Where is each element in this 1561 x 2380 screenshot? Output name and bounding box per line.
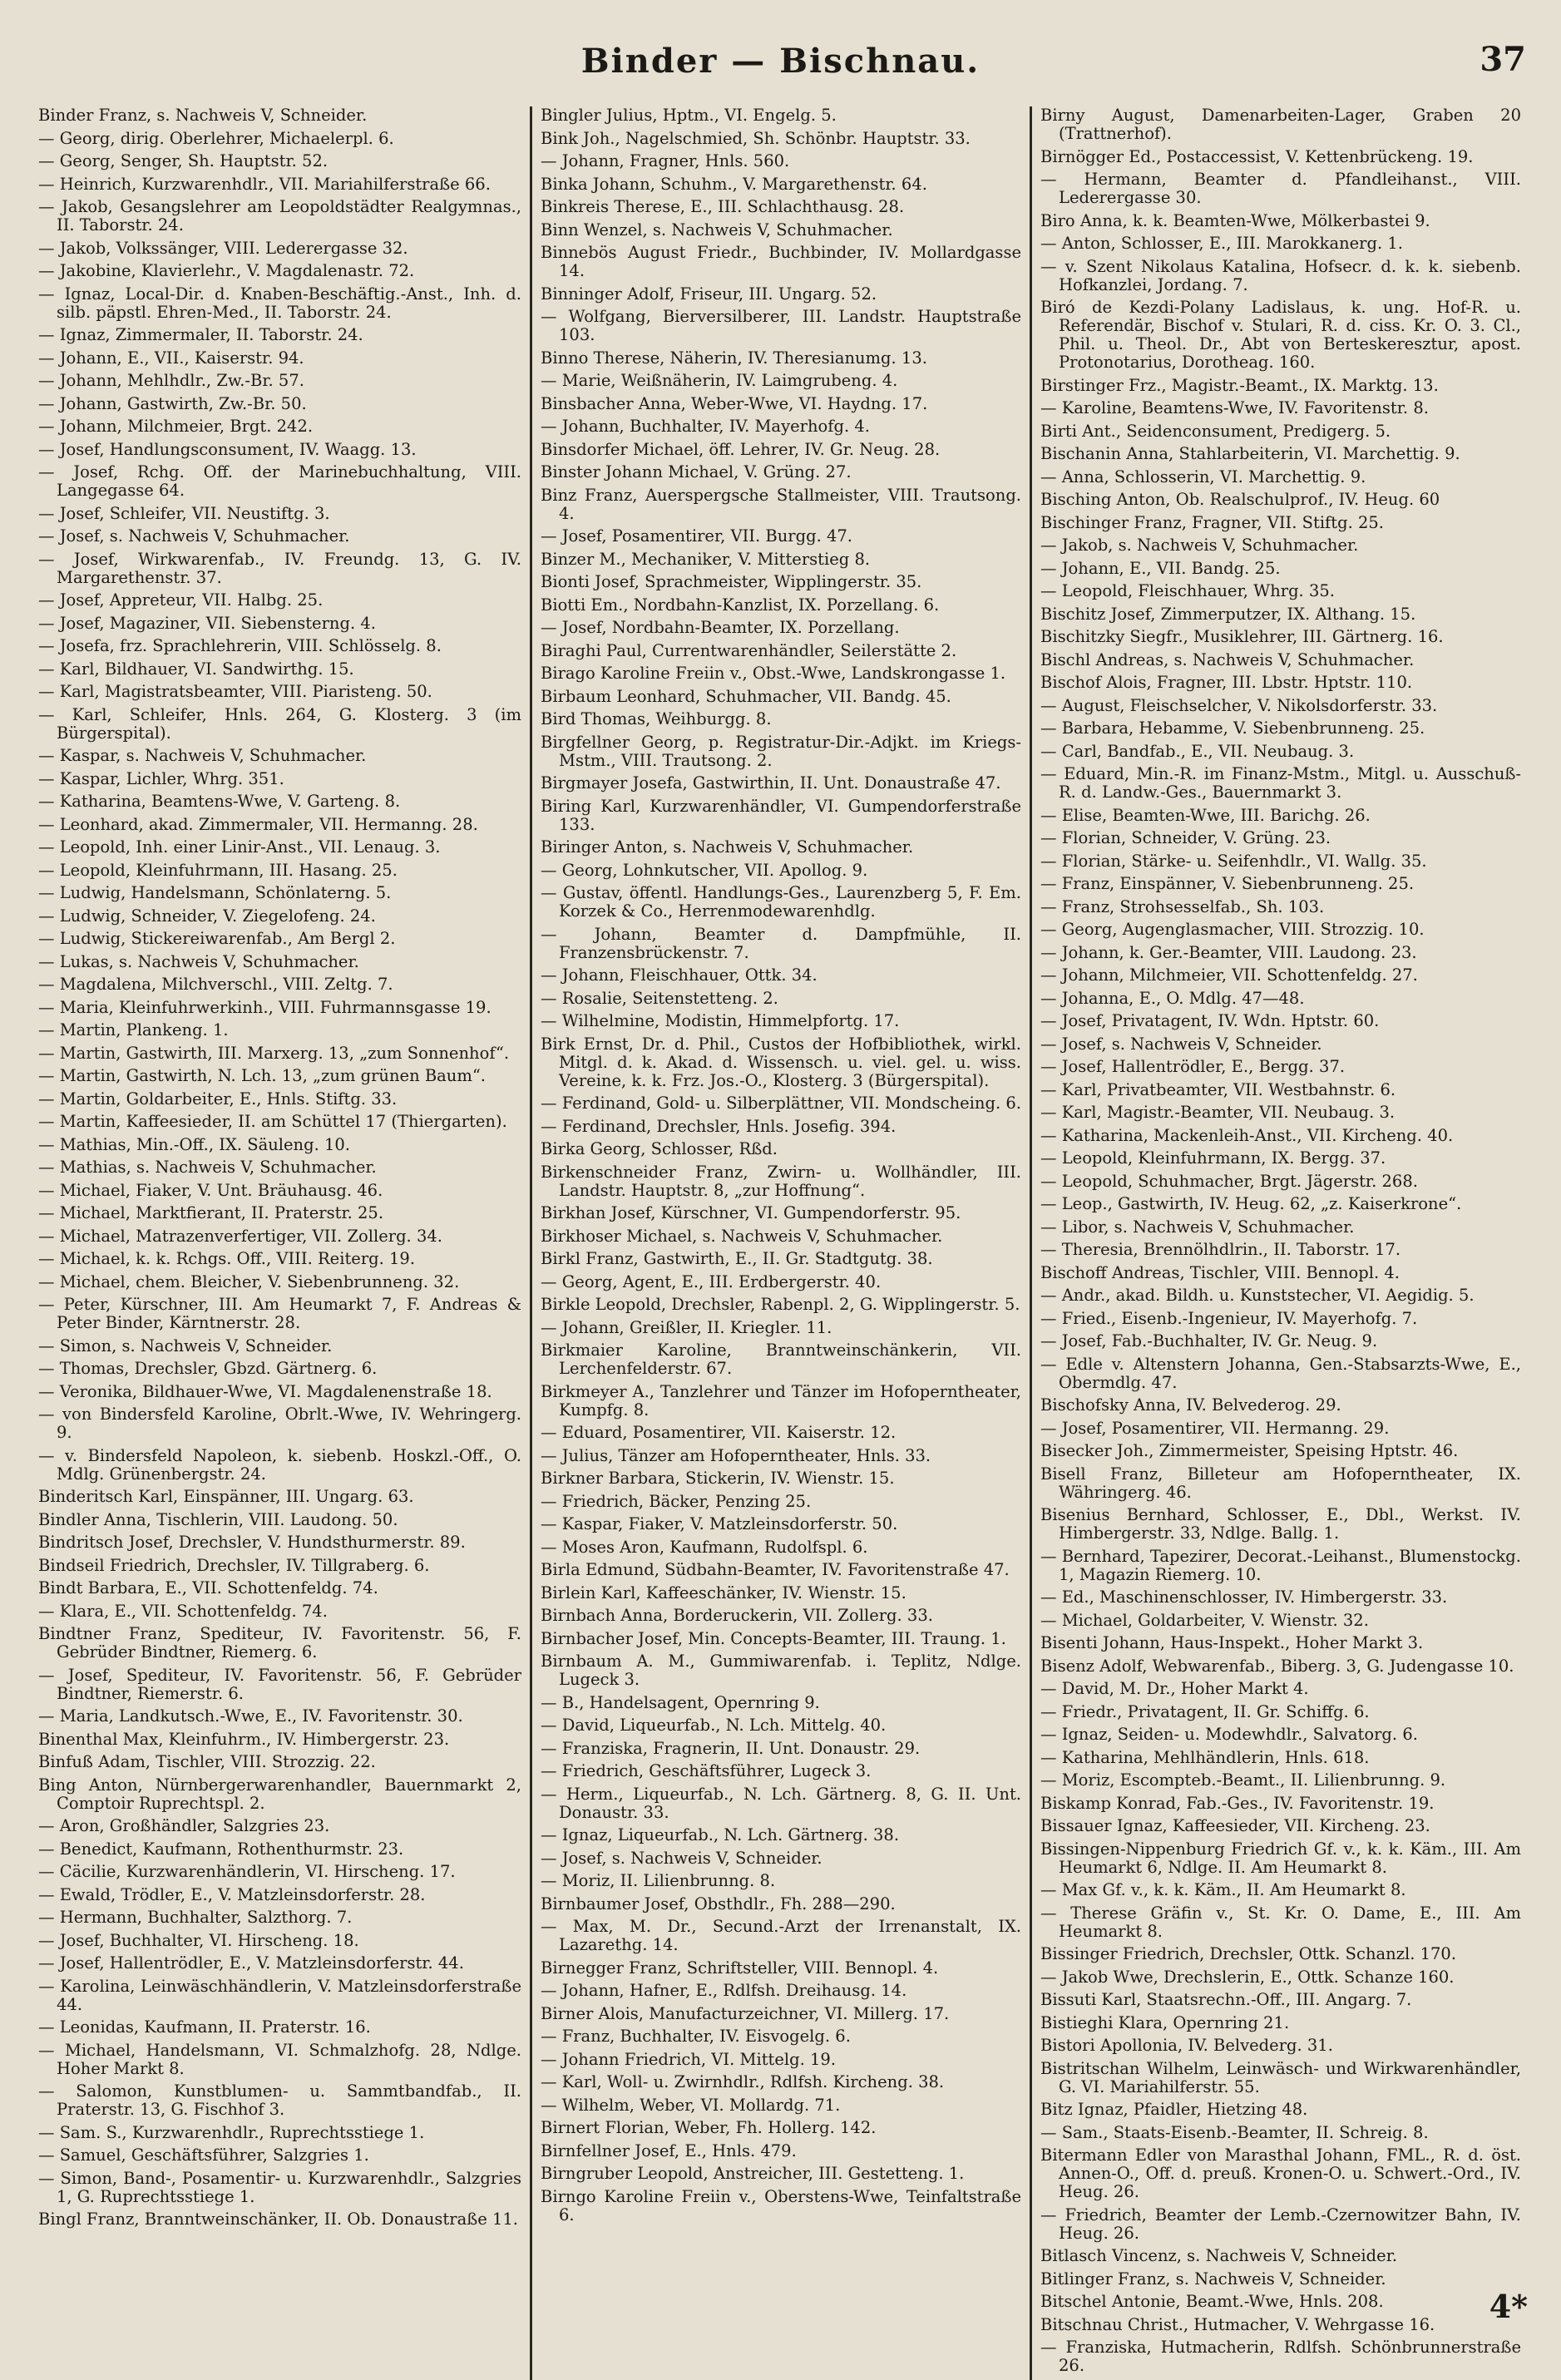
directory-entry: Bisell Franz, Billeteur am Hofoperntheater, IX. Währingerg. 46.	[1040, 1464, 1521, 1502]
directory-entry: Binder Franz, s. Nachweis V, Schneider.	[38, 106, 368, 125]
directory-entry: — von Bindersfeld Karoline, Obrlt.-Wwe, IV. Wehringerg. 9.	[38, 1405, 521, 1442]
directory-entry: — Edle v. Altenstern Johanna, Gen.-Stabsarzts-Wwe, E., Obermdlg. 47.	[1040, 1355, 1521, 1392]
directory-entry: Bitschnau Christ., Hutmacher, V. Wehrgasse 16.	[1040, 2315, 1435, 2334]
directory-entry: — Jakobine, Klavierlehr., V. Magdalenastr. 72.	[38, 262, 415, 280]
directory-entry: — Karl, Schleifer, Hnls. 264, G. Klosterg. 3 (im Bürgerspital).	[38, 705, 521, 743]
directory-entry: — Michael, Matrazenverfertiger, VII. Zollerg. 34.	[38, 1227, 442, 1246]
directory-entry: — Maria, Kleinfuhrwerkinh., VIII. Fuhrmannsgasse 19.	[38, 998, 492, 1017]
directory-entry: — Michael, Marktfierant, II. Praterstr. 25.	[38, 1204, 384, 1222]
directory-entry: — Karl, Bildhauer, VI. Sandwirthg. 15.	[38, 659, 354, 679]
directory-entry: — Ignaz, Seiden- u. Modewhdlr., Salvatorg. 6.	[1040, 1726, 1418, 1744]
directory-entry: — Karl, Woll- u. Zwirnhdlr., Rdlfsh. Kircheng. 38.	[541, 2073, 945, 2091]
directory-entry: — Josef, Fab.-Buchhalter, IV. Gr. Neug. 9.	[1040, 1332, 1378, 1350]
directory-entry: — v. Bindersfeld Napoleon, k. siebenb. Hoskzl.-Off., O. Mdlg. Grünenbergstr. 24.	[38, 1446, 521, 1484]
directory-entry: Biraghi Paul, Currentwarenhändler, Seilerstätte 2.	[541, 641, 957, 660]
directory-entry: — Franz, Strohsesselfab., Sh. 103.	[1040, 897, 1325, 916]
directory-entry: — Anna, Schlosserin, VI. Marchettig. 9.	[1040, 467, 1366, 486]
directory-entry: — Wolfgang, Bierversilberer, III. Landstr. Hauptstraße 103.	[541, 308, 1021, 344]
directory-entry: Bitlinger Franz, s. Nachweis V, Schneider.	[1040, 2269, 1386, 2289]
entry-columns	[30, 106, 1531, 2380]
directory-entry: Bissingen-Nippenburg Friedrich Gf. v., k. k. Käm., III. Am Heumarkt 6, Ndlge. II. Am Heumarkt 8.	[1040, 1839, 1521, 1877]
directory-entry: — Josef, Nordbahn-Beamter, IX. Porzellang.	[541, 619, 900, 637]
directory-entry: — Josef, Magaziner, VII. Siebensterng. 4.	[38, 614, 376, 633]
directory-entry: — Johann, Milchmeier, VII. Schottenfeldg. 27.	[1040, 966, 1418, 985]
directory-entry: Biskamp Konrad, Fab.-Ges., IV. Favoritenstr. 19.	[1040, 1794, 1435, 1813]
directory-entry: — Ignaz, Local-Dir. d. Knaben-Beschäftig.-Anst., Inh. d. silb. päpstl. Ehren-Med., II. Taborstr. 24.	[38, 284, 521, 322]
directory-entry: — Georg, Agent, E., III. Erdbergerstr. 40.	[541, 1272, 882, 1291]
directory-entry: — B., Handelsagent, Opernring 9.	[541, 1693, 820, 1712]
directory-entry: — Josef, Posamentirer, VII. Burgg. 47.	[541, 527, 852, 546]
directory-entry: Birngo Karoline Freiin v., Oberstens-Wwe, Teinfaltstraße 6.	[541, 2187, 1021, 2224]
directory-entry: Birkhan Josef, Kürschner, VI. Gumpendorferstr. 95.	[541, 1204, 961, 1222]
directory-entry: — Martin, Plankeng. 1.	[38, 1021, 229, 1039]
directory-entry: — Klara, E., VII. Schottenfeldg. 74.	[38, 1602, 328, 1621]
directory-entry: Birkmaier Karoline, Branntweinschänkerin, VII. Lerchenfelderstr. 67.	[541, 1341, 1021, 1378]
directory-entry: — Friedrich, Bäcker, Penzing 25.	[541, 1492, 812, 1511]
directory-entry: Bitz Ignaz, Pfaidler, Hietzing 48.	[1040, 2101, 1308, 2119]
directory-entry: — Simon, Band-, Posamentir- u. Kurzwarenhdlr., Salzgries 1, G. Ruprechtsstiege 1.	[38, 2169, 521, 2206]
directory-entry: Bindritsch Josef, Drechsler, V. Hundsthurmerstr. 89.	[38, 1533, 466, 1552]
directory-entry: — Ignaz, Zimmermaler, II. Taborstr. 24.	[38, 326, 363, 344]
directory-entry: Bindtner Franz, Spediteur, IV. Favoritenstr. 56, F. Gebrüder Bindtner, Riemerg. 6.	[38, 1625, 521, 1662]
directory-entry: Bischoff Andreas, Tischler, VIII. Bennopl. 4.	[1040, 1263, 1400, 1282]
running-head: Binder — Bischnau.	[580, 42, 981, 81]
column-left	[30, 106, 530, 2380]
directory-entry: — Josef, Buchhalter, VI. Hirscheng. 18.	[38, 1931, 359, 1950]
directory-entry: Birbaum Leonhard, Schuhmacher, VII. Bandg. 45.	[541, 687, 951, 706]
directory-entry: Birla Edmund, Südbahn-Beamter, IV. Favoritenstraße 47.	[541, 1561, 1010, 1579]
page-number: 37	[1479, 40, 1526, 79]
directory-entry: — Karl, Magistr.-Beamter, VII. Neubaug. 3.	[1040, 1104, 1396, 1122]
directory-entry: Birka Georg, Schlosser, Rßd.	[541, 1140, 778, 1158]
directory-entry: Bissuti Karl, Staatsrechn.-Off., III. Angarg. 7.	[1040, 1991, 1412, 2009]
directory-entry: — Josef, Schleifer, VII. Neustiftg. 3.	[38, 504, 330, 523]
directory-entry: — Kaspar, s. Nachweis V, Schuhmacher.	[38, 747, 367, 765]
directory-entry: — v. Szent Nikolaus Katalina, Hofsecr. d. k. k. siebenb. Hofkanzlei, Jordang. 7.	[1040, 257, 1521, 294]
directory-entry: — Moriz, II. Lilienbrunng. 8.	[541, 1872, 776, 1890]
directory-entry: Birstinger Frz., Magistr.-Beamt., IX. Marktg. 13.	[1040, 376, 1439, 395]
directory-entry: — Johann, Beamter d. Dampfmühle, II. Franzensbrückenstr. 7.	[541, 925, 1021, 962]
directory-entry: Bischinger Franz, Fragner, VII. Stiftg. 25.	[1040, 513, 1384, 532]
directory-entry: — Michael, chem. Bleicher, V. Siebenbrunneng. 32.	[38, 1272, 460, 1291]
directory-entry: Bing Anton, Nürnbergerwarenhandler, Bauernmarkt 2, Comptoir Ruprechtspl. 2.	[38, 1775, 521, 1813]
directory-entry: Bissauer Ignaz, Kaffeesieder, VII. Kircheng. 23.	[1040, 1817, 1430, 1835]
directory-entry: — Mathias, s. Nachweis V, Schuhmacher.	[38, 1158, 377, 1177]
directory-entry: — Fried., Eisenb.-Ingenieur, IV. Mayerhofg. 7.	[1040, 1309, 1418, 1328]
directory-entry: — Franziska, Fragnerin, II. Unt. Donaustr. 29.	[541, 1739, 921, 1758]
directory-entry: Birkmeyer A., Tanzlehrer und Tänzer im Hofoperntheater, Kumpfg. 8.	[541, 1382, 1021, 1420]
directory-entry: — Josef, Posamentirer, VII. Hermanng. 29.	[1040, 1419, 1390, 1438]
directory-entry: — Josef, s. Nachweis V, Schneider.	[541, 1849, 822, 1868]
directory-entry: — Johann, Milchmeier, Brgt. 242.	[38, 417, 314, 436]
directory-entry: — Therese Gräfin v., St. Kr. O. Dame, E., III. Am Heumarkt 8.	[1040, 1904, 1521, 1941]
directory-entry: Bischitzky Siegfr., Musiklehrer, III. Gärtnerg. 16.	[1040, 628, 1444, 646]
directory-entry: — Julius, Tänzer am Hofoperntheater, Hnls. 33.	[541, 1446, 931, 1465]
directory-entry: — Martin, Goldarbeiter, E., Hnls. Stiftg. 33.	[38, 1089, 398, 1109]
directory-entry: — Max, M. Dr., Secund.-Arzt der Irrenanstalt, IX. Lazarethg. 14.	[541, 1918, 1021, 1954]
directory-entry: — Leopold, Fleischhauer, Whrg. 35.	[1040, 582, 1335, 600]
directory-entry: — Herm., Liqueurfab., N. Lch. Gärtnerg. 8, G. II. Unt. Donaustr. 33.	[541, 1785, 1021, 1822]
directory-entry: Bisecker Joh., Zimmermeister, Speising Hptstr. 46.	[1040, 1442, 1459, 1460]
directory-entry: — Kaspar, Fiaker, V. Matzleinsdorferstr. 50.	[541, 1515, 898, 1533]
directory-entry: Bitlasch Vincenz, s. Nachweis V, Schneider.	[1040, 2247, 1398, 2265]
directory-entry: Binsbacher Anna, Weber-Wwe, VI. Haydng. 17.	[541, 394, 928, 413]
directory-entry: — Thomas, Drechsler, Gbzd. Gärtnerg. 6.	[38, 1360, 378, 1378]
directory-entry: — Martin, Kaffeesieder, II. am Schüttel 17 (Thiergarten).	[38, 1113, 507, 1131]
directory-entry: Biro Anna, k. k. Beamten-Wwe, Mölkerbastei 9.	[1040, 211, 1430, 230]
directory-entry: Birnbacher Josef, Min. Concepts-Beamter, III. Traung. 1.	[541, 1629, 1006, 1648]
directory-entry: — Moses Aron, Kaufmann, Rudolfspl. 6.	[541, 1538, 868, 1557]
directory-entry: — Libor, s. Nachweis V, Schuhmacher.	[1040, 1217, 1355, 1237]
directory-entry: — Josef, Handlungsconsument, IV. Waagg. 13.	[38, 440, 417, 459]
directory-entry: — Leopold, Kleinfuhrmann, IX. Bergg. 37.	[1040, 1149, 1386, 1168]
directory-entry: — Peter, Kürschner, III. Am Heumarkt 7, F. Andreas & Peter Binder, Kärntnerstr. 28.	[38, 1296, 521, 1332]
directory-entry: — Ewald, Trödler, E., V. Matzleinsdorferstr. 28.	[38, 1885, 426, 1904]
directory-entry: Bistori Apollonia, IV. Belvederg. 31.	[1040, 2037, 1333, 2055]
directory-entry: — Moriz, Escompteb.-Beamt., II. Lilienbrunng. 9.	[1040, 1771, 1446, 1790]
directory-entry: — Carl, Bandfab., E., VII. Neubaug. 3.	[1040, 742, 1355, 761]
directory-entry: — Eduard, Posamentirer, VII. Kaiserstr. 12.	[541, 1424, 897, 1442]
directory-entry: — Ludwig, Handelsmann, Schönlaterng. 5.	[38, 884, 392, 902]
directory-entry: — David, Liqueurfab., N. Lch. Mittelg. 40.	[541, 1716, 887, 1735]
directory-entry: Bistritschan Wilhelm, Leinwäsch- und Wirkwarenhändler, G. VI. Mariahilferstr. 55.	[1040, 2059, 1521, 2096]
directory-entry: Birnbaum A. M., Gummiwarenfab. i. Teplitz, Ndlge. Lugeck 3.	[541, 1652, 1021, 1689]
directory-entry: Birner Alois, Manufacturzeichner, VI. Millerg. 17.	[541, 2004, 950, 2023]
directory-entry: Birk Ernst, Dr. d. Phil., Custos der Hofbibliothek, wirkl. Mitgl. d. k. Akad. d. Wissensch. u. viel. gel. u. wiss. Vereine, k. k. Frz. Jos.-O., Klosterg. 3 (Bürgerspital).	[541, 1034, 1021, 1090]
directory-entry: — Georg, Senger, Sh. Hauptstr. 52.	[38, 152, 329, 170]
directory-entry: — Sam. S., Kurzwarenhdlr., Ruprechtsstiege 1.	[38, 2123, 425, 2142]
directory-entry: Binsdorfer Michael, öff. Lehrer, IV. Gr. Neug. 28.	[541, 440, 941, 459]
directory-entry: Bischl Andreas, s. Nachweis V, Schuhmacher.	[1040, 650, 1415, 669]
directory-entry: — Anton, Schlosser, E., III. Marokkanerg. 1.	[1040, 235, 1403, 253]
directory-entry: — Josef, s. Nachweis V, Schneider.	[1040, 1034, 1322, 1054]
directory-entry: Birnbach Anna, Borderuckerin, VII. Zollerg. 33.	[541, 1607, 933, 1625]
directory-entry: Bitermann Edler von Marasthal Johann, FML., R. d. öst. Annen-O., Off. d. preuß. Kronen-O. u. Schwert.-Ord., IV. Heug. 26.	[1040, 2146, 1521, 2201]
directory-entry: Binno Therese, Näherin, IV. Theresianumg. 13.	[541, 348, 927, 368]
directory-entry: Birago Karoline Freiin v., Obst.-Wwe, Landskrongasse 1.	[541, 664, 1006, 683]
directory-entry: Birngruber Leopold, Anstreicher, III. Gestetteng. 1.	[541, 2165, 965, 2183]
directory-entry: — Michael, Goldarbeiter, V. Wienstr. 32.	[1040, 1611, 1369, 1630]
column-right	[1030, 106, 1529, 2380]
directory-entry: Birkenschneider Franz, Zwirn- u. Wollhändler, III. Landstr. Hauptstr. 8, „zur Hoffnung“.	[541, 1163, 1021, 1200]
directory-entry: — Josef, Privatagent, IV. Wdn. Hptstr. 60.	[1040, 1012, 1380, 1030]
directory-entry: — Ferdinand, Drechsler, Hnls. Josefig. 394.	[541, 1117, 897, 1136]
directory-entry: — Michael, Handelsmann, VI. Schmalzhofg. 28, Ndlge. Hoher Markt 8.	[38, 2041, 521, 2078]
directory-entry: — Wilhelmine, Modistin, Himmelpfortg. 17.	[541, 1012, 900, 1030]
directory-entry: — Georg, Lohnkutscher, VII. Apollog. 9.	[541, 861, 868, 880]
directory-entry: — Jakob, Volkssänger, VIII. Lederergasse 32.	[38, 239, 408, 258]
directory-entry: — Elise, Beamten-Wwe, III. Barichg. 26.	[1040, 806, 1371, 825]
directory-entry: Bisenius Bernhard, Schlosser, E., Dbl., Werkst. IV. Himbergerstr. 33, Ndlge. Ballg. 1.	[1040, 1506, 1521, 1543]
directory-entry: — Leopold, Schuhmacher, Brgt. Jägerstr. 268.	[1040, 1172, 1418, 1191]
directory-entry: — Ludwig, Schneider, V. Ziegelofeng. 24.	[38, 906, 376, 926]
directory-entry: — Johann, Hafner, E., Rdlfsh. Dreihausg. 14.	[541, 1982, 907, 2000]
directory-entry: — Ferdinand, Gold- u. Silberplättner, VII. Mondscheing. 6.	[541, 1094, 1021, 1113]
directory-entry: Binz Franz, Auerspergsche Stallmeister, VIII. Trautsong. 4.	[541, 486, 1021, 523]
directory-entry: — Martin, Gastwirth, III. Marxerg. 13, „zum Sonnenhof“.	[38, 1044, 510, 1063]
directory-entry: — Florian, Stärke- u. Seifenhdlr., VI. Wallg. 35.	[1040, 852, 1427, 871]
directory-entry: Birkhoser Michael, s. Nachweis V, Schuhmacher.	[541, 1227, 943, 1246]
directory-entry: — Hermann, Beamter d. Pfandleihanst., VIII. Lederergasse 30.	[1040, 170, 1521, 207]
directory-entry: — Simon, s. Nachweis V, Schneider.	[38, 1336, 333, 1355]
directory-entry: Birgmayer Josefa, Gastwirthin, II. Unt. Donaustraße 47.	[541, 774, 1001, 793]
directory-entry: Bischof Alois, Fragner, III. Lbstr. Hptstr. 110.	[1040, 674, 1413, 692]
directory-entry: — Marie, Weißnäherin, IV. Laimgrubeng. 4.	[541, 372, 898, 390]
directory-entry: — Aron, Großhändler, Salzgries 23.	[38, 1817, 330, 1835]
directory-entry: — Hermann, Buchhalter, Salzthorg. 7.	[38, 1908, 353, 1927]
directory-entry: — Benedict, Kaufmann, Rothenthurmstr. 23.	[38, 1839, 404, 1859]
directory-entry: Biring Karl, Kurzwarenhändler, VI. Gumpendorferstraße 133.	[541, 797, 1021, 834]
directory-entry: Binnebös August Friedr., Buchbinder, IV. Mollardgasse 14.	[541, 244, 1021, 280]
directory-entry: Binzer M., Mechaniker, V. Mitterstieg 8.	[541, 550, 871, 569]
directory-entry: — Franz, Einspänner, V. Siebenbrunneng. 25.	[1040, 875, 1415, 893]
directory-entry: — Ed., Maschinenschlosser, IV. Himbergerstr. 33.	[1040, 1588, 1448, 1607]
directory-entry: — Katharina, Mackenleih-Anst., VII. Kircheng. 40.	[1040, 1126, 1454, 1145]
directory-entry: Binka Johann, Schuhm., V. Margarethenstr. 64.	[541, 175, 927, 194]
directory-entry: — Johann, Gastwirth, Zw.-Br. 50.	[38, 394, 307, 413]
directory-entry: Bink Joh., Nagelschmied, Sh. Schönbr. Hauptstr. 33.	[541, 129, 971, 148]
directory-entry: Birnbaumer Josef, Obsthdlr., Fh. 288—290.	[541, 1894, 896, 1913]
directory-entry: Bisenz Adolf, Webwarenfab., Biberg. 3, G. Judengasse 10.	[1040, 1657, 1514, 1676]
directory-entry: — Johann, Mehlhdlr., Zw.-Br. 57.	[38, 372, 304, 390]
directory-entry: — Georg, Augenglasmacher, VIII. Strozzig. 10.	[1040, 921, 1425, 939]
directory-entry: Biró de Kezdi-Polany Ladislaus, k. ung. Hof-R. u. Referendär, Bischof v. Stulari, R. d. ciss. Kr. O. 3. Cl., Phil. u. Theol. Dr., Abt von Berteskeresztur, apost. Protonotarius, Dorotheag. 160.	[1040, 299, 1521, 372]
directory-entry: Birti Ant., Seidenconsument, Predigerg. 5.	[1040, 422, 1391, 441]
directory-entry: — Johann, Fragner, Hnls. 560.	[541, 152, 790, 170]
directory-entry: — Johann Friedrich, VI. Mittelg. 19.	[541, 2050, 837, 2069]
directory-entry: — Katharina, Mehlhändlerin, Hnls. 618.	[1040, 1748, 1370, 1767]
directory-entry: — Eduard, Min.-R. im Finanz-Mstm., Mitgl. u. Ausschuß-R. d. Landw.-Ges., Bauernmarkt 3.	[1040, 765, 1521, 802]
directory-entry: Bingler Julius, Hptm., VI. Engelg. 5.	[541, 106, 837, 125]
directory-entry: Birkner Barbara, Stickerin, IV. Wienstr. 15.	[541, 1469, 895, 1488]
directory-entry: Birkle Leopold, Drechsler, Rabenpl. 2, G. Wipplingerstr. 5.	[541, 1296, 1020, 1314]
directory-entry: Bischofsky Anna, IV. Belvederog. 29.	[1040, 1396, 1341, 1415]
directory-entry: Binkreis Therese, E., III. Schlachthausg. 28.	[541, 198, 905, 216]
directory-entry: Birnögger Ed., Postaccessist, V. Kettenbrückeng. 19.	[1040, 147, 1474, 166]
directory-entry: — Leonhard, akad. Zimmermaler, VII. Hermanng. 28.	[38, 815, 478, 834]
directory-entry: Binster Johann Michael, V. Grüng. 27.	[541, 463, 852, 481]
directory-entry: — Franziska, Hutmacherin, Rdlfsh. Schönbrunnerstraße 26.	[1040, 2338, 1521, 2375]
directory-entry: Birgfellner Georg, p. Registratur-Dir.-Adjkt. im Kriegs-Mstm., VIII. Trautsong. 2.	[541, 733, 1021, 770]
directory-entry: — Friedrich, Beamter der Lemb.-Czernowitzer Bahn, IV. Heug. 26.	[1040, 2205, 1521, 2243]
directory-entry: — Martin, Gastwirth, N. Lch. 13, „zum grünen Baum“.	[38, 1067, 486, 1085]
directory-entry: — Josef, Rchg. Off. der Marinebuchhaltung, VIII. Langegasse 64.	[38, 463, 521, 500]
directory-entry: Bitschel Antonie, Beamt.-Wwe, Hnls. 208.	[1040, 2293, 1384, 2311]
directory-entry: Bird Thomas, Weihburgg. 8.	[541, 710, 772, 728]
directory-entry: Bindseil Friedrich, Drechsler, IV. Tillgraberg. 6.	[38, 1556, 430, 1575]
directory-entry: — Johann, Buchhalter, IV. Mayerhofg. 4.	[541, 417, 870, 436]
directory-entry: — Jakob, s. Nachweis V, Schuhmacher.	[1040, 536, 1359, 555]
directory-entry: — Ludwig, Stickereiwarenfab., Am Bergl 2.	[38, 930, 396, 948]
directory-entry: — Josefa, frz. Sprachlehrerin, VIII. Schlösselg. 8.	[38, 637, 442, 655]
directory-entry: — Josef, Hallentrödler, E., Bergg. 37.	[1040, 1058, 1346, 1076]
directory-entry: — Leopold, Inh. einer Linir-Anst., VII. Lenaug. 3.	[38, 838, 441, 857]
directory-entry: — Karl, Privatbeamter, VII. Westbahnstr. 6.	[1040, 1080, 1396, 1099]
directory-entry: — Friedrich, Geschäftsführer, Lugeck 3.	[541, 1762, 872, 1780]
directory-entry: Birnegger Franz, Schriftsteller, VIII. Bennopl. 4.	[541, 1958, 939, 1978]
directory-entry: — Michael, k. k. Rchgs. Off., VIII. Reiterg. 19.	[38, 1250, 416, 1268]
directory-entry: Biringer Anton, s. Nachweis V, Schuhmacher.	[541, 838, 914, 857]
directory-entry: — Franz, Buchhalter, IV. Eisvogelg. 6.	[541, 2027, 851, 2046]
directory-entry: — Georg, dirig. Oberlehrer, Michaelerpl. 6.	[38, 129, 394, 148]
directory-entry: — David, M. Dr., Hoher Markt 4.	[1040, 1680, 1309, 1698]
directory-entry: — Ignaz, Liqueurfab., N. Lch. Gärtnerg. 38.	[541, 1826, 900, 1844]
directory-entry: — Wilhelm, Weber, VI. Mollardg. 71.	[541, 2096, 841, 2115]
directory-entry: — Sam., Staats-Eisenb.-Beamter, II. Schreig. 8.	[1040, 2123, 1429, 2142]
directory-entry: — Josef, Spediteur, IV. Favoritenstr. 56, F. Gebrüder Bindtner, Riemerstr. 6.	[38, 1666, 521, 1703]
directory-entry: — Karl, Magistratsbeamter, VIII. Piaristeng. 50.	[38, 683, 432, 701]
directory-entry: Bissinger Friedrich, Drechsler, Ottk. Schanzl. 170.	[1040, 1945, 1457, 1963]
directory-entry: — Salomon, Kunstblumen- u. Sammtbandfab., II. Praterstr. 13, G. Fischhof 3.	[38, 2082, 521, 2119]
directory-entry: Biotti Em., Nordbahn-Kanzlist, IX. Porzellang. 6.	[541, 595, 940, 615]
directory-entry: Binderitsch Karl, Einspänner, III. Ungarg. 63.	[38, 1488, 414, 1506]
directory-entry: — Karoline, Beamtens-Wwe, IV. Favoritenstr. 8.	[1040, 399, 1429, 417]
directory-entry: — Leonidas, Kaufmann, II. Praterstr. 16.	[38, 2018, 371, 2037]
directory-entry: — Johann, E., VII., Kaiserstr. 94.	[38, 348, 304, 368]
directory-entry: — Samuel, Geschäftsführer, Salzgries 1.	[38, 2146, 369, 2165]
directory-entry: Binninger Adolf, Friseur, III. Ungarg. 52.	[541, 284, 877, 304]
directory-entry: Birlein Karl, Kaffeeschänker, IV. Wienstr. 15.	[541, 1583, 906, 1602]
directory-entry: — Jakob Wwe, Drechslerin, E., Ottk. Schanze 160.	[1040, 1968, 1455, 1987]
directory-entry: — Kaspar, Lichler, Whrg. 351.	[38, 769, 284, 788]
directory-entry: — Bernhard, Tapezirer, Decorat.-Leihanst., Blumenstockg. 1, Magazin Riemerg. 10.	[1040, 1547, 1521, 1584]
directory-entry: — Johann, Fleischhauer, Ottk. 34.	[541, 966, 818, 985]
directory-entry: — Veronika, Bildhauer-Wwe, VI. Magdalenenstraße 18.	[38, 1382, 492, 1401]
directory-entry: — Rosalie, Seitenstetteng. 2.	[541, 989, 778, 1008]
directory-entry: — Jakob, Gesangslehrer am Leopoldstädter Realgymnas., II. Taborstr. 24.	[38, 198, 521, 235]
directory-entry: — Lukas, s. Nachweis V, Schuhmacher.	[38, 952, 359, 971]
directory-entry: — Barbara, Hebamme, V. Siebenbrunneng. 25.	[1040, 719, 1425, 738]
directory-entry: — Katharina, Beamtens-Wwe, V. Garteng. 8.	[38, 793, 401, 811]
directory-entry: — Magdalena, Milchverschl., VIII. Zeltg. 7.	[38, 975, 393, 994]
directory-entry: — August, Fleischselcher, V. Nikolsdorferstr. 33.	[1040, 696, 1438, 715]
directory-entry: Bindt Barbara, E., VII. Schottenfeldg. 74.	[38, 1579, 378, 1597]
directory-entry: — Josef, Wirkwarenfab., IV. Freundg. 13, G. IV. Margarethenstr. 37.	[38, 550, 521, 587]
directory-entry: — Gustav, öffentl. Handlungs-Ges., Laurenzberg 5, F. Em. Korzek & Co., Herrenmodewarenhdlg.	[541, 884, 1021, 921]
directory-entry: Bisching Anton, Ob. Realschulprof., IV. Heug. 60	[1040, 491, 1440, 509]
directory-entry: — Andr., akad. Bildh. u. Kunststecher, VI. Aegidig. 5.	[1040, 1286, 1475, 1305]
column-middle	[530, 106, 1030, 2380]
directory-entry: Bingl Franz, Branntweinschänker, II. Ob. Donaustraße 11.	[38, 2210, 518, 2229]
directory-entry: — Florian, Schneider, V. Grüng. 23.	[1040, 829, 1331, 847]
directory-entry: — Johann, E., VII. Bandg. 25.	[1040, 559, 1281, 578]
directory-entry: — Josef, Hallentrödler, E., V. Matzleinsdorferstr. 44.	[38, 1954, 464, 1973]
signature-mark: 4*	[1489, 2288, 1528, 2325]
directory-entry: — Heinrich, Kurzwarenhdlr., VII. Mariahilferstraße 66.	[38, 175, 491, 194]
page-header	[30, 33, 1531, 83]
directory-entry: Bionti Josef, Sprachmeister, Wipplingerstr. 35.	[541, 573, 922, 591]
directory-entry: — Josef, Appreteur, VII. Halbg. 25.	[38, 591, 324, 610]
directory-entry: Bindler Anna, Tischlerin, VIII. Laudong. 50.	[38, 1510, 398, 1529]
directory-entry: — Johanna, E., O. Mdlg. 47—48.	[1040, 989, 1305, 1008]
directory-entry: — Johann, Greißler, II. Kriegler. 11.	[541, 1318, 832, 1337]
directory-entry: Binn Wenzel, s. Nachweis V, Schuhmacher.	[541, 220, 893, 239]
directory-entry: Birkl Franz, Gastwirth, E., II. Gr. Stadtgutg. 38.	[541, 1250, 933, 1268]
directory-entry: — Theresia, Brennölhdlrin., II. Taborstr. 17.	[1040, 1241, 1401, 1259]
directory-entry: Birny August, Damenarbeiten-Lager, Graben 20 (Trattnerhof).	[1040, 106, 1521, 143]
directory-entry: — Michael, Fiaker, V. Unt. Bräuhausg. 46.	[38, 1181, 383, 1200]
directory-entry: Binfuß Adam, Tischler, VIII. Strozzig. 22.	[38, 1753, 376, 1771]
directory-entry: — Leop., Gastwirth, IV. Heug. 62, „z. Kaiserkrone“.	[1040, 1195, 1462, 1213]
directory-entry: — Josef, s. Nachweis V, Schuhmacher.	[38, 527, 350, 546]
directory-entry: Birnfellner Josef, E., Hnls. 479.	[541, 2141, 797, 2160]
directory-entry: Binenthal Max, Kleinfuhrm., IV. Himbergerstr. 23.	[38, 1730, 450, 1749]
directory-entry: Bischitz Josef, Zimmerputzer, IX. Althang. 15.	[1040, 605, 1416, 624]
directory-entry: — Johann, k. Ger.-Beamter, VIII. Laudong. 23.	[1040, 943, 1417, 962]
directory-entry: — Friedr., Privatagent, II. Gr. Schiffg. 6.	[1040, 1702, 1370, 1721]
directory-entry: — Karolina, Leinwäschhändlerin, V. Matzleinsdorferstraße 44.	[38, 1977, 521, 2014]
directory-entry: Bistieghi Klara, Opernring 21.	[1040, 2013, 1290, 2032]
directory-entry: — Maria, Landkutsch.-Wwe, E., IV. Favoritenstr. 30.	[38, 1707, 463, 1726]
directory-entry: — Mathias, Min.-Off., IX. Säuleng. 10.	[38, 1135, 350, 1154]
directory-entry: — Max Gf. v., k. k. Käm., II. Am Heumarkt 8.	[1040, 1881, 1406, 1899]
directory-entry: Birnert Florian, Weber, Fh. Hollerg. 142.	[541, 2119, 877, 2137]
directory-entry: — Cäcilie, Kurzwarenhändlerin, VI. Hirscheng. 17.	[38, 1863, 456, 1881]
directory-entry: — Leopold, Kleinfuhrmann, III. Hasang. 25.	[38, 861, 398, 880]
directory-entry: Bisenti Johann, Haus-Inspekt., Hoher Markt 3.	[1040, 1634, 1424, 1652]
directory-entry: Bischanin Anna, Stahlarbeiterin, VI. Marchettig. 9.	[1040, 445, 1460, 463]
